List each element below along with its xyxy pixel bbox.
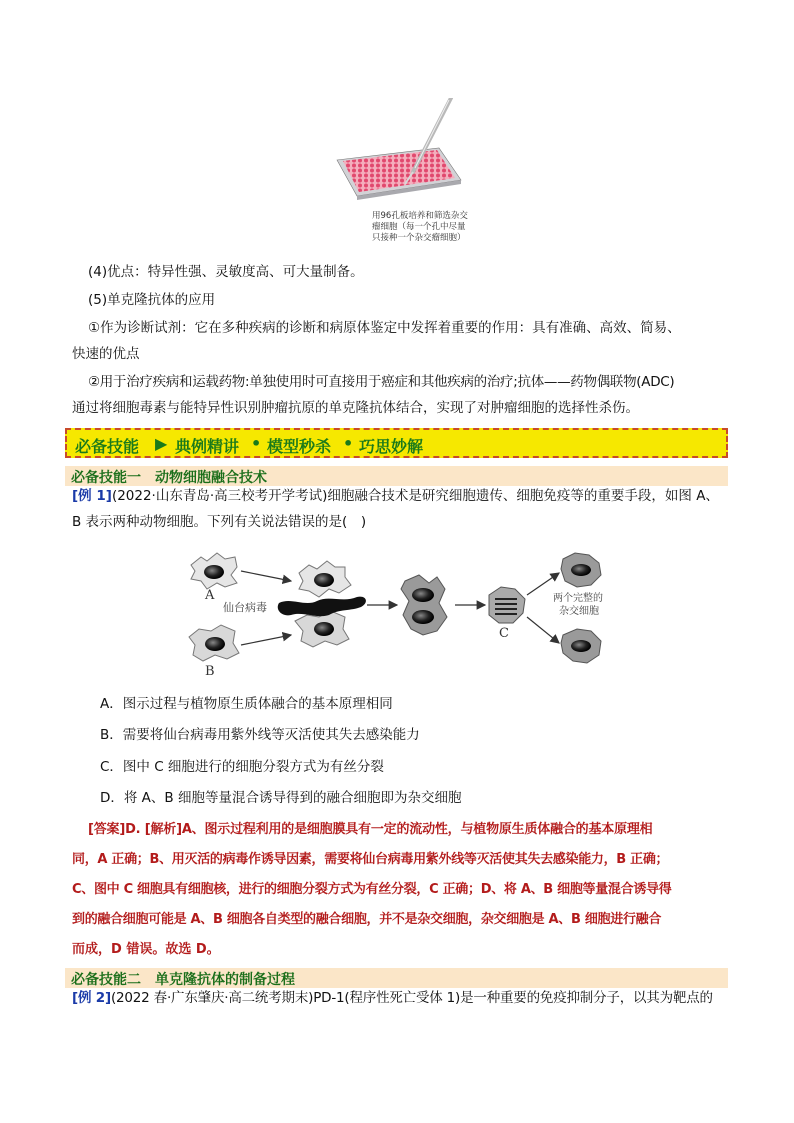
cell-a-with-virus: [299, 561, 351, 597]
label-a: A: [205, 588, 215, 603]
result-label-line-1: 两个完整的: [553, 593, 603, 604]
answer-line-1: [答案]D. [解析]A、图示过程利用的是细胞膜具有一定的流动性，与植物原生质体融合的基本原理相: [88, 822, 653, 837]
answer-line-5: 而成，D 错误。故选 D。: [72, 942, 220, 957]
example-1-text: (2022·山东青岛·高三校考开学考试)细胞融合技术是研究细胞遗传、细胞免疫等的重要手段，如图 A、: [111, 488, 719, 504]
cell-c: [489, 587, 525, 623]
application-1-line-2: 快速的优点: [72, 346, 140, 362]
fused-cell: [401, 575, 447, 635]
figure-caption: 用96孔板培养和筛选杂交瘤细胞（每一个孔中尽量只接种一个杂交瘤细胞）: [372, 211, 468, 243]
answer-line-4: 到的融合细胞可能是 A、B 细胞各自类型的融合细胞，并不是杂交细胞，杂交细胞是 A、B 细胞进行融合: [72, 912, 662, 927]
option-c: C．图中 C 细胞进行的细胞分裂方式为有丝分裂: [100, 759, 384, 775]
application-2-line-1: ②用于治疗疾病和运载药物:单独使用时可直接用于癌症和其他疾病的治疗;抗体——药物偶联物(ADC): [88, 374, 675, 390]
answer-line-3: C、图中 C 细胞具有细胞核，进行的细胞分裂方式为有丝分裂，C 正确；D、将 A、B 细胞等量混合诱导得: [72, 882, 672, 897]
virus-label: 仙台病毒: [223, 601, 267, 614]
skills-banner: [65, 428, 728, 458]
hybrid-cell-bottom: [561, 629, 601, 663]
skill-1-title: 必备技能一 动物细胞融合技术: [71, 470, 267, 486]
cell-a: [191, 553, 237, 589]
option-d: D．将 A、B 细胞等量混合诱导得到的融合细胞即为杂交细胞: [100, 790, 462, 806]
banner-item-models: 模型秒杀: [267, 437, 332, 456]
banner-title: 必备技能: [75, 437, 140, 456]
bullet-dot-icon: •: [251, 434, 262, 453]
example-2-text: (2022 春·广东肇庆·高二统考期末)PD-1(程序性死亡受体 1)是一种重要的免疫抑制分子，以其为靶点的: [110, 990, 713, 1006]
example-1-line-2: B 表示两种动物细胞。下列有关说法错误的是( ): [72, 514, 367, 530]
label-c: C: [499, 626, 509, 641]
cell-b-with-virus: [295, 611, 349, 647]
cell-b: [189, 625, 239, 661]
application-title: (5)单克隆抗体的应用: [88, 292, 216, 308]
96-well-plate-image: [333, 98, 465, 208]
answer-line-2: 同，A 正确；B、用灭活的病毒作诱导因素，需要将仙台病毒用紫外线等灭活使其失去感染能力，B 正确；: [72, 852, 669, 867]
application-1-line-1: ①作为诊断试剂：它在多种疾病的诊断和病原体鉴定中发挥着重要的作用：具有准确、高效、简易、: [88, 320, 681, 336]
hybrid-cell-top: [561, 553, 601, 587]
skill-2-title: 必备技能二 单克隆抗体的制备过程: [71, 972, 295, 988]
example-1-tag: [例 1]: [72, 488, 112, 504]
example-2-line-1: [72, 988, 732, 1008]
label-b: B: [205, 664, 215, 679]
result-label-line-2: 杂交细胞: [559, 606, 599, 617]
bullet-dot-icon: •: [343, 434, 354, 453]
sendai-virus-shape: [278, 597, 366, 616]
option-a: A．图示过程与植物原生质体融合的基本原理相同: [100, 696, 393, 712]
banner-item-examples: 典例精讲: [175, 437, 240, 456]
example-2-tag: [例 2]: [72, 990, 111, 1006]
advantages-text: (4)优点：特异性强、灵敏度高、可大量制备。: [88, 264, 364, 280]
option-b: B．需要将仙台病毒用紫外线等灭活使其失去感染能力: [100, 727, 420, 743]
cell-fusion-diagram: [183, 545, 613, 680]
banner-item-tricks: 巧思妙解: [359, 437, 424, 456]
application-2-line-2: 通过将细胞毒素与能特异性识别肿瘤抗原的单克隆抗体结合，实现了对肿瘤细胞的选择性杀伤。: [72, 400, 639, 416]
skill-1-header: [65, 466, 728, 486]
play-arrow-icon: ▶: [155, 434, 168, 453]
example-1-line-1: [72, 486, 732, 506]
skill-2-header: [65, 968, 728, 988]
